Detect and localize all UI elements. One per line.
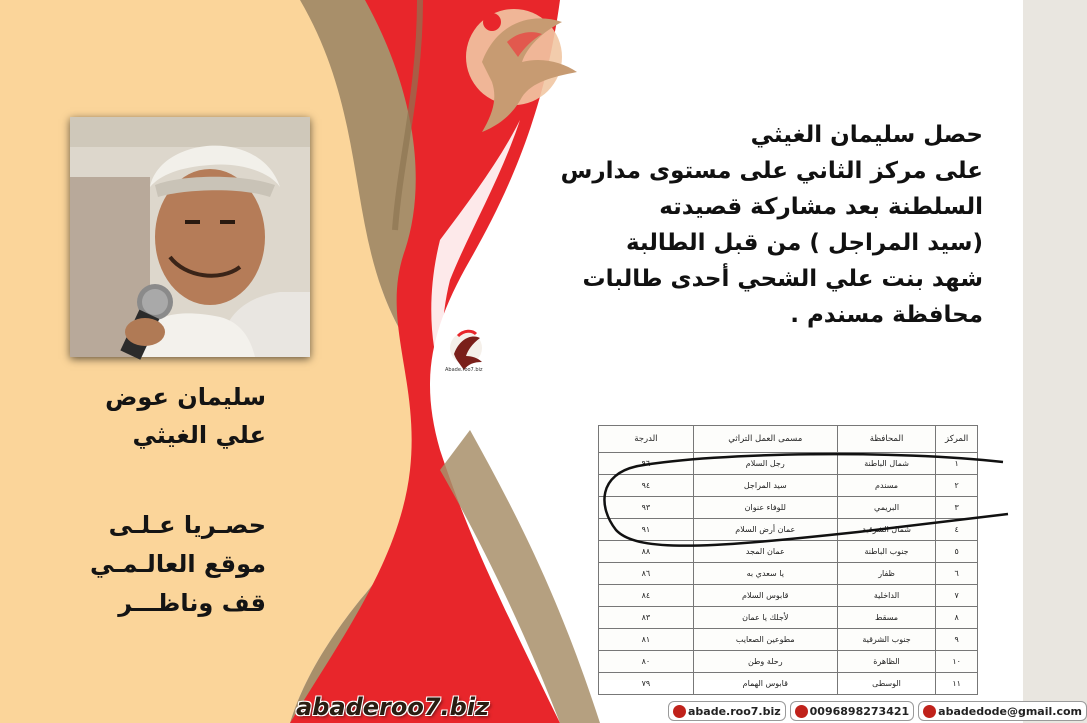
results-table [598, 425, 978, 695]
exclusive-note [90, 506, 266, 623]
table-row [599, 585, 978, 607]
rank-cell: ١١ [936, 673, 978, 695]
score-cell: ٨٤ [599, 585, 694, 607]
title-cell: رجل السلام [693, 453, 837, 475]
table-row [599, 475, 978, 497]
title-cell: رحلة وطن [693, 651, 837, 673]
column-header: الدرجة [599, 426, 694, 453]
score-cell: ٩٣ [599, 497, 694, 519]
table-row [599, 563, 978, 585]
score-cell: ٩١ [599, 519, 694, 541]
title-cell: سيد المراجل [693, 475, 837, 497]
website-chip[interactable] [668, 701, 786, 721]
table-row [599, 607, 978, 629]
score-cell: ٩٤ [599, 475, 694, 497]
story-line: حصل سليمان الغيثي [750, 122, 983, 148]
story-line: (سيد المراجل ) من قبل الطالبة [625, 230, 983, 256]
small-logo-caption: Abade.roo7.biz [445, 367, 483, 373]
exclusive-line3: قف وناظـــر [118, 589, 266, 617]
title-cell: عمان المجد [693, 541, 837, 563]
score-cell: ٨٣ [599, 607, 694, 629]
governorate-cell: الداخلية [837, 585, 936, 607]
rank-cell: ٤ [936, 519, 978, 541]
title-cell: يا سعدي به [693, 563, 837, 585]
score-cell: ٨٦ [599, 563, 694, 585]
story-line: محافظة مسندم . [790, 302, 983, 328]
table-row [599, 541, 978, 563]
governorate-cell: الوسطى [837, 673, 936, 695]
title-cell: للوفاء عنوان [693, 497, 837, 519]
table-row [599, 651, 978, 673]
title-cell: قابوس الهمام [693, 673, 837, 695]
story-line: على مركز الثاني على مستوى مدارس [560, 158, 983, 184]
score-cell: ٨٨ [599, 541, 694, 563]
column-header: المحافظة [837, 426, 936, 453]
governorate-cell: مسقط [837, 607, 936, 629]
rank-cell: ٣ [936, 497, 978, 519]
portrait-photo [70, 117, 310, 357]
column-header: المركز [936, 426, 978, 453]
governorate-cell: البريمي [837, 497, 936, 519]
poet-name-line2: علي الغيثي [132, 421, 266, 449]
score-cell: ٨١ [599, 629, 694, 651]
rank-cell: ٧ [936, 585, 978, 607]
story-line: شهد بنت علي الشحي أحدى طالبات [582, 266, 983, 292]
table-row [599, 629, 978, 651]
email-text: abadedode@gmail.com [938, 704, 1082, 718]
governorate-cell: الظاهرة [837, 651, 936, 673]
score-cell: ٩٦ [599, 453, 694, 475]
phone-text: 0096898273421 [809, 704, 910, 718]
website-text: abade.roo7.biz [688, 704, 781, 718]
score-cell: ٨٠ [599, 651, 694, 673]
site-watermark: abaderoo7.biz [296, 693, 490, 721]
governorate-cell: مسندم [837, 475, 936, 497]
title-cell: مطوعين الصعايب [693, 629, 837, 651]
governorate-cell: شمال الشرقية [837, 519, 936, 541]
contact-bar [668, 701, 1087, 721]
rank-cell: ١ [936, 453, 978, 475]
column-header: مسمى العمل التراثي [693, 426, 837, 453]
announcement-text [543, 117, 983, 333]
globe-icon [673, 705, 686, 718]
phone-icon [795, 705, 808, 718]
exclusive-line1: حصـريا عـلـى [108, 511, 266, 539]
rank-cell: ٥ [936, 541, 978, 563]
story-line: السلطنة بعد مشاركة قصيدته [659, 194, 983, 220]
table-row [599, 519, 978, 541]
phone-chip[interactable] [790, 701, 915, 721]
table-row [599, 497, 978, 519]
title-cell: عمان أرض السلام [693, 519, 837, 541]
title-cell: لأجلك يا عمان [693, 607, 837, 629]
rank-cell: ٦ [936, 563, 978, 585]
poet-name-line1: سليمان عوض [105, 383, 266, 411]
rank-cell: ١٠ [936, 651, 978, 673]
table-header-row [599, 426, 978, 453]
email-icon [923, 705, 936, 718]
governorate-cell: جنوب الشرقية [837, 629, 936, 651]
exclusive-line2: موقع العالـمـي [90, 550, 266, 578]
rank-cell: ٨ [936, 607, 978, 629]
table-row [599, 453, 978, 475]
governorate-cell: ظفار [837, 563, 936, 585]
poet-name [105, 378, 266, 454]
governorate-cell: شمال الباطنة [837, 453, 936, 475]
title-cell: قابوس السلام [693, 585, 837, 607]
email-chip[interactable] [918, 701, 1087, 721]
rank-cell: ٩ [936, 629, 978, 651]
governorate-cell: جنوب الباطنة [837, 541, 936, 563]
score-cell: ٧٩ [599, 673, 694, 695]
rank-cell: ٢ [936, 475, 978, 497]
results-table-image [598, 425, 978, 688]
table-row [599, 673, 978, 695]
